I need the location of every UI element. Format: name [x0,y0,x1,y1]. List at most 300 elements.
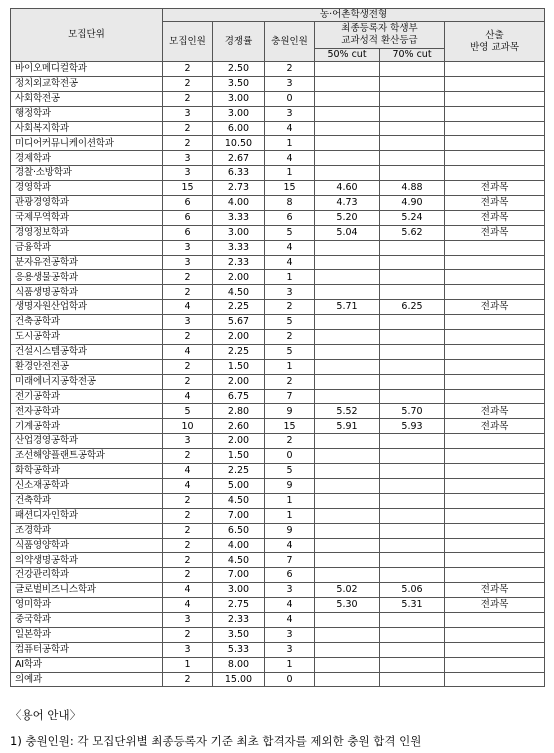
cut-50-cell [315,642,380,657]
table-row [11,478,545,493]
quota-cell: 4 [163,478,213,493]
additional-admits-cell: 4 [265,538,315,553]
additional-admits-cell: 15 [265,181,315,196]
additional-admits-cell: 5 [265,315,315,330]
subjects-cell [445,672,545,687]
cut-70-cell: 5.06 [380,583,445,598]
subjects-cell [445,62,545,77]
cut-70-cell [380,672,445,687]
cut-50-cell [315,330,380,345]
cut-70-cell [380,464,445,479]
department-name: 도시공학과 [11,330,163,345]
header-calculation-subjects [445,22,545,62]
department-name: 미디어커뮤니케이션학과 [11,136,163,151]
additional-admits-cell: 3 [265,642,315,657]
quota-cell: 2 [163,62,213,77]
cut-50-cell [315,508,380,523]
table-row [11,538,545,553]
cut-50-cell [315,553,380,568]
cut-70-cell [380,374,445,389]
header-competition-rate: 경쟁률 [213,22,265,62]
department-name: 식품영양학과 [11,538,163,553]
competition-rate-cell: 2.00 [213,434,265,449]
quota-cell: 2 [163,374,213,389]
additional-admits-cell: 9 [265,523,315,538]
table-row [11,404,545,419]
header-additional-admits: 충원인원 [265,22,315,62]
table-row [11,166,545,181]
cut-50-cell: 5.04 [315,225,380,240]
cut-70-cell [380,434,445,449]
table-row [11,240,545,255]
subjects-cell: 전과목 [445,583,545,598]
additional-admits-cell: 6 [265,210,315,225]
cut-50-cell [315,612,380,627]
department-name: 건설시스템공학과 [11,344,163,359]
cut-50-cell [315,523,380,538]
cut-70-cell: 4.90 [380,196,445,211]
competition-rate-cell: 3.00 [213,106,265,121]
subjects-cell [445,553,545,568]
additional-admits-cell: 2 [265,300,315,315]
cut-50-cell [315,151,380,166]
additional-admits-cell: 1 [265,359,315,374]
competition-rate-cell: 7.00 [213,508,265,523]
header-cut-70: 70% cut [380,49,445,62]
cut-70-cell [380,121,445,136]
table-row [11,121,545,136]
table-row [11,255,545,270]
quota-cell: 4 [163,464,213,479]
header-cut-50: 50% cut [315,49,380,62]
quota-cell: 2 [163,568,213,583]
department-name: 경제학과 [11,151,163,166]
subjects-cell [445,523,545,538]
cut-70-cell [380,270,445,285]
additional-admits-cell: 3 [265,627,315,642]
glossary-note-additional-admits: 1) 충원인원: 각 모집단위별 최종등록자 기준 최초 합격자를 제외한 충원 합격 인원 [10,734,422,748]
header-final-registrant-label: 최종등록자 학생부 [341,23,418,34]
additional-admits-cell: 4 [265,598,315,613]
table-row [11,270,545,285]
cut-70-cell [380,538,445,553]
cut-50-cell [315,121,380,136]
cut-50-cell [315,657,380,672]
subjects-cell: 전과목 [445,404,545,419]
cut-70-cell [380,449,445,464]
competition-rate-cell: 2.73 [213,181,265,196]
department-name: 조경학과 [11,523,163,538]
table-body [11,62,545,687]
admissions-results-table [10,8,545,687]
table-row [11,523,545,538]
cut-70-cell [380,106,445,121]
department-name: 중국학과 [11,612,163,627]
table-row [11,91,545,106]
additional-admits-cell: 9 [265,478,315,493]
table-row [11,285,545,300]
cut-50-cell [315,285,380,300]
additional-admits-cell: 4 [265,255,315,270]
quota-cell: 2 [163,449,213,464]
table-row [11,225,545,240]
additional-admits-cell: 7 [265,389,315,404]
table-row [11,196,545,211]
table-row [11,389,545,404]
competition-rate-cell: 6.00 [213,121,265,136]
department-name: 기계공학과 [11,419,163,434]
subjects-cell [445,449,545,464]
additional-admits-cell: 15 [265,419,315,434]
department-name: 사회복지학과 [11,121,163,136]
subjects-cell [445,91,545,106]
additional-admits-cell: 3 [265,76,315,91]
additional-admits-cell: 8 [265,196,315,211]
competition-rate-cell: 1.50 [213,359,265,374]
cut-70-cell [380,151,445,166]
additional-admits-cell: 2 [265,62,315,77]
subjects-cell [445,538,545,553]
cut-50-cell [315,434,380,449]
cut-50-cell [315,449,380,464]
additional-admits-cell: 9 [265,404,315,419]
table-row [11,672,545,687]
additional-admits-cell: 3 [265,285,315,300]
department-name: 바이오메디컬학과 [11,62,163,77]
cut-70-cell [380,478,445,493]
subjects-cell [445,240,545,255]
department-name: 행정학과 [11,106,163,121]
cut-50-cell [315,538,380,553]
subjects-cell [445,106,545,121]
subjects-cell [445,76,545,91]
cut-70-cell: 5.24 [380,210,445,225]
subjects-cell: 전과목 [445,419,545,434]
competition-rate-cell: 10.50 [213,136,265,151]
department-name: 생명자원산업학과 [11,300,163,315]
additional-admits-cell: 4 [265,612,315,627]
quota-cell: 3 [163,315,213,330]
table-row [11,627,545,642]
additional-admits-cell: 0 [265,91,315,106]
glossary-heading: 〈용어 안내〉 [10,708,82,722]
competition-rate-cell: 2.80 [213,404,265,419]
competition-rate-cell: 2.33 [213,612,265,627]
quota-cell: 2 [163,538,213,553]
competition-rate-cell: 2.00 [213,270,265,285]
subjects-cell [445,389,545,404]
department-name: 응용생물공학과 [11,270,163,285]
competition-rate-cell: 4.50 [213,553,265,568]
subjects-cell [445,478,545,493]
quota-cell: 2 [163,285,213,300]
subjects-cell [445,642,545,657]
department-name: 건축공학과 [11,315,163,330]
header-grade-conversion-label: 교과성적 환산등급 [341,35,418,46]
cut-50-cell: 5.20 [315,210,380,225]
cut-50-cell [315,136,380,151]
cut-50-cell [315,359,380,374]
header-recruitment-unit: 모집단위 [11,9,163,62]
additional-admits-cell: 1 [265,493,315,508]
subjects-cell [445,285,545,300]
table-row [11,508,545,523]
additional-admits-cell: 4 [265,240,315,255]
department-name: 건강관리학과 [11,568,163,583]
subjects-cell [445,359,545,374]
quota-cell: 2 [163,627,213,642]
quota-cell: 4 [163,344,213,359]
table-row [11,300,545,315]
subjects-cell: 전과목 [445,300,545,315]
quota-cell: 3 [163,434,213,449]
subjects-cell [445,627,545,642]
quota-cell: 4 [163,583,213,598]
quota-cell: 3 [163,642,213,657]
department-name: 국제무역학과 [11,210,163,225]
subjects-cell: 전과목 [445,598,545,613]
cut-70-cell [380,136,445,151]
department-name: 의예과 [11,672,163,687]
additional-admits-cell: 5 [265,344,315,359]
department-name: 사회학전공 [11,91,163,106]
additional-admits-cell: 0 [265,672,315,687]
cut-50-cell [315,315,380,330]
quota-cell: 4 [163,389,213,404]
cut-50-cell: 5.52 [315,404,380,419]
quota-cell: 2 [163,121,213,136]
department-name: 화학공학과 [11,464,163,479]
competition-rate-cell: 2.60 [213,419,265,434]
cut-50-cell [315,627,380,642]
competition-rate-cell: 3.00 [213,583,265,598]
quota-cell: 10 [163,419,213,434]
subjects-cell [445,330,545,345]
glossary-notes [10,707,544,749]
cut-50-cell [315,255,380,270]
cut-50-cell [315,464,380,479]
additional-admits-cell: 6 [265,568,315,583]
department-name: 금융학과 [11,240,163,255]
department-name: 컴퓨터공학과 [11,642,163,657]
subjects-cell: 전과목 [445,210,545,225]
cut-70-cell: 5.31 [380,598,445,613]
additional-admits-cell: 5 [265,225,315,240]
subjects-cell [445,315,545,330]
additional-admits-cell: 7 [265,553,315,568]
cut-70-cell [380,315,445,330]
quota-cell: 3 [163,255,213,270]
subjects-cell [445,166,545,181]
subjects-cell [445,374,545,389]
subjects-cell [445,493,545,508]
competition-rate-cell: 2.00 [213,330,265,345]
department-name: 패션디자인학과 [11,508,163,523]
cut-50-cell [315,478,380,493]
quota-cell: 2 [163,508,213,523]
subjects-cell [445,657,545,672]
additional-admits-cell: 3 [265,106,315,121]
table-row [11,493,545,508]
additional-admits-cell: 4 [265,151,315,166]
quota-cell: 3 [163,106,213,121]
competition-rate-cell: 2.67 [213,151,265,166]
quota-cell: 2 [163,91,213,106]
cut-50-cell [315,76,380,91]
subjects-cell: 전과목 [445,225,545,240]
competition-rate-cell: 7.00 [213,568,265,583]
quota-cell: 2 [163,330,213,345]
competition-rate-cell: 6.75 [213,389,265,404]
quota-cell: 15 [163,181,213,196]
cut-70-cell [380,642,445,657]
cut-50-cell [315,389,380,404]
competition-rate-cell: 4.00 [213,538,265,553]
additional-admits-cell: 2 [265,434,315,449]
department-name: 일본학과 [11,627,163,642]
competition-rate-cell: 6.33 [213,166,265,181]
subjects-cell [445,508,545,523]
quota-cell: 3 [163,151,213,166]
competition-rate-cell: 15.00 [213,672,265,687]
department-name: 의약생명공학과 [11,553,163,568]
cut-50-cell: 5.91 [315,419,380,434]
department-name: 산업경영공학과 [11,434,163,449]
quota-cell: 3 [163,166,213,181]
quota-cell: 6 [163,225,213,240]
cut-70-cell [380,508,445,523]
cut-50-cell [315,91,380,106]
competition-rate-cell: 4.50 [213,285,265,300]
header-final-registrant-grade [315,22,445,49]
table-row [11,106,545,121]
table-row [11,330,545,345]
header-quota: 모집인원 [163,22,213,62]
quota-cell: 2 [163,493,213,508]
table-row [11,642,545,657]
cut-50-cell [315,270,380,285]
quota-cell: 3 [163,612,213,627]
quota-cell: 2 [163,672,213,687]
table-row [11,568,545,583]
department-name: 전자공학과 [11,404,163,419]
additional-admits-cell: 1 [265,508,315,523]
subjects-cell [445,344,545,359]
competition-rate-cell: 5.33 [213,642,265,657]
subjects-cell [445,568,545,583]
cut-70-cell: 6.25 [380,300,445,315]
cut-70-cell [380,91,445,106]
cut-50-cell [315,62,380,77]
cut-70-cell [380,62,445,77]
cut-50-cell: 4.73 [315,196,380,211]
department-name: 조선해양플랜트공학과 [11,449,163,464]
cut-50-cell [315,568,380,583]
competition-rate-cell: 3.00 [213,91,265,106]
cut-70-cell [380,240,445,255]
additional-admits-cell: 1 [265,136,315,151]
cut-70-cell [380,657,445,672]
table-row [11,315,545,330]
subjects-cell [445,255,545,270]
quota-cell: 6 [163,196,213,211]
additional-admits-cell: 4 [265,121,315,136]
competition-rate-cell: 4.50 [213,493,265,508]
table-row [11,464,545,479]
cut-50-cell [315,166,380,181]
table-row [11,151,545,166]
department-name: 미래에너지공학전공 [11,374,163,389]
additional-admits-cell: 1 [265,166,315,181]
competition-rate-cell: 1.50 [213,449,265,464]
subjects-cell [445,121,545,136]
quota-cell: 6 [163,210,213,225]
cut-70-cell [380,523,445,538]
header-rural-admission-group: 농·어촌학생전형 [163,9,545,22]
table-row [11,598,545,613]
department-name: 신소재공학과 [11,478,163,493]
competition-rate-cell: 3.33 [213,240,265,255]
competition-rate-cell: 5.67 [213,315,265,330]
competition-rate-cell: 3.50 [213,76,265,91]
cut-50-cell: 5.71 [315,300,380,315]
table-row [11,344,545,359]
competition-rate-cell: 5.00 [213,478,265,493]
department-name: AI학과 [11,657,163,672]
department-name: 경영정보학과 [11,225,163,240]
quota-cell: 4 [163,300,213,315]
department-name: 건축학과 [11,493,163,508]
department-name: 환경안전전공 [11,359,163,374]
cut-50-cell [315,374,380,389]
cut-70-cell: 5.62 [380,225,445,240]
table-row [11,210,545,225]
cut-50-cell [315,344,380,359]
cut-50-cell [315,672,380,687]
cut-50-cell: 4.60 [315,181,380,196]
additional-admits-cell: 1 [265,270,315,285]
competition-rate-cell: 2.33 [213,255,265,270]
table-row [11,136,545,151]
cut-70-cell [380,76,445,91]
department-name: 경찰·소방학과 [11,166,163,181]
subjects-cell [445,136,545,151]
table-row [11,657,545,672]
cut-50-cell [315,240,380,255]
cut-50-cell [315,493,380,508]
table-row [11,419,545,434]
table-row [11,449,545,464]
additional-admits-cell: 0 [265,449,315,464]
quota-cell: 5 [163,404,213,419]
competition-rate-cell: 4.00 [213,196,265,211]
quota-cell: 2 [163,523,213,538]
competition-rate-cell: 2.25 [213,464,265,479]
competition-rate-cell: 2.25 [213,300,265,315]
table-row [11,374,545,389]
department-name: 영미학과 [11,598,163,613]
table-row [11,359,545,374]
cut-70-cell [380,493,445,508]
competition-rate-cell: 2.50 [213,62,265,77]
cut-70-cell [380,627,445,642]
department-name: 분자유전공학과 [11,255,163,270]
additional-admits-cell: 2 [265,374,315,389]
header-subjects-bottom: 반영 교과목 [470,41,519,53]
cut-70-cell: 4.88 [380,181,445,196]
department-name: 식품생명공학과 [11,285,163,300]
cut-70-cell: 5.70 [380,404,445,419]
